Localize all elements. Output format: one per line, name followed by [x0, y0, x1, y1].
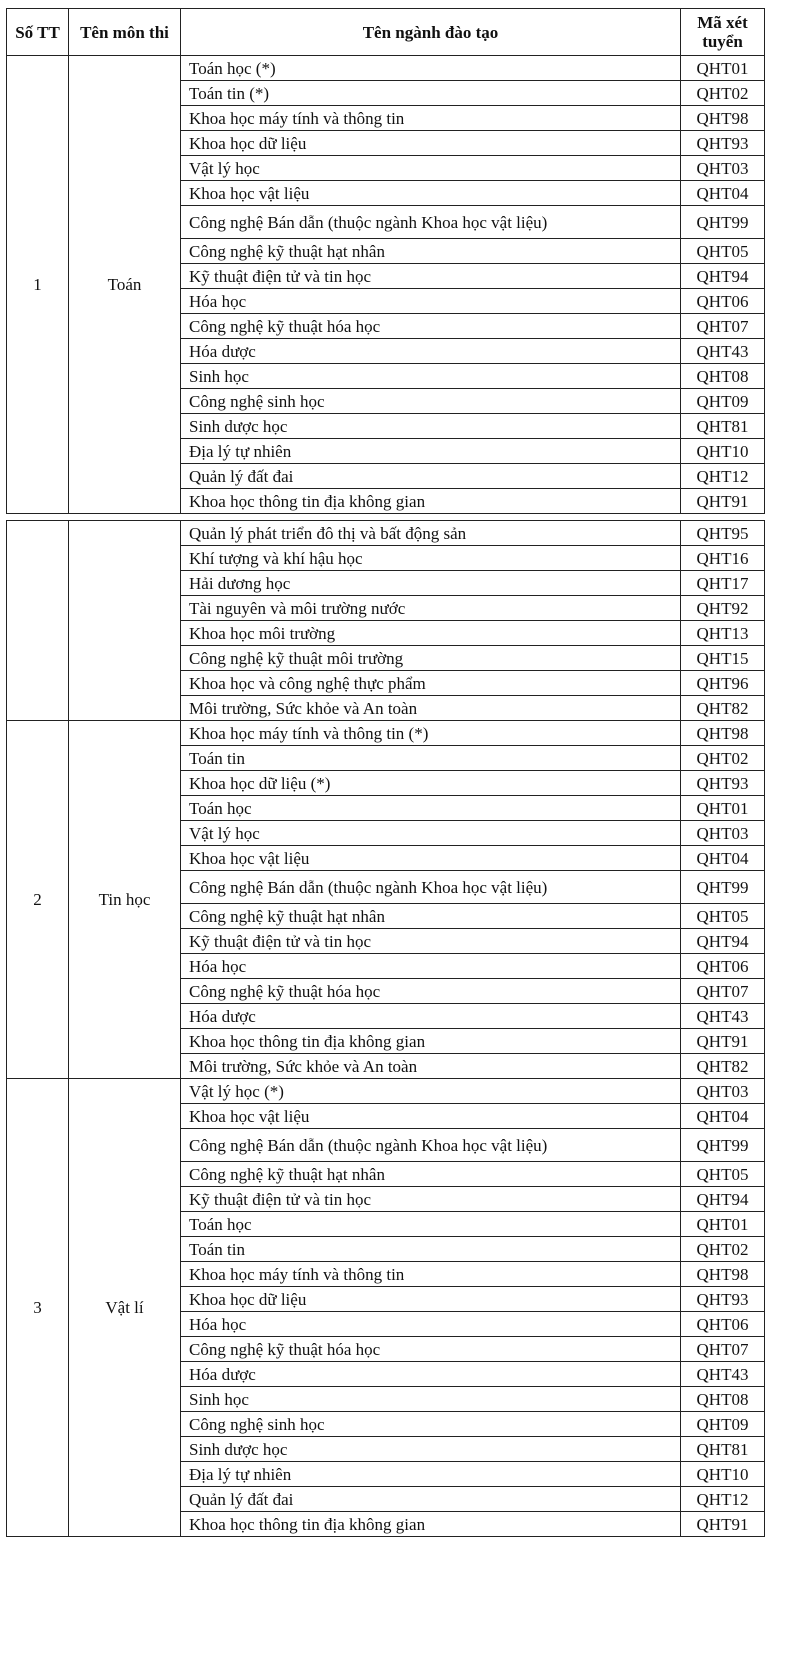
admission-code-cell: QHT12: [681, 464, 765, 489]
major-name-cell: Khoa học máy tính và thông tin: [181, 106, 681, 131]
admission-code-cell: QHT81: [681, 1437, 765, 1462]
major-name-cell: Vật lý học: [181, 821, 681, 846]
major-name-cell: Khoa học thông tin địa không gian: [181, 489, 681, 514]
admission-code-cell: QHT03: [681, 1079, 765, 1104]
major-name-cell: Hóa dược: [181, 339, 681, 364]
admission-code-cell: QHT91: [681, 1029, 765, 1054]
major-name-cell: Vật lý học (*): [181, 1079, 681, 1104]
admission-code-cell: QHT93: [681, 131, 765, 156]
major-name-cell: Quản lý đất đai: [181, 1487, 681, 1512]
admission-code-cell: QHT15: [681, 646, 765, 671]
admission-code-cell: QHT07: [681, 314, 765, 339]
admission-code-cell: QHT08: [681, 1387, 765, 1412]
major-name-cell: Công nghệ kỹ thuật hóa học: [181, 314, 681, 339]
major-name-cell: Khoa học vật liệu: [181, 181, 681, 206]
gap-cell: [181, 514, 681, 521]
admission-code-cell: QHT43: [681, 1004, 765, 1029]
major-name-cell: Môi trường, Sức khỏe và An toàn: [181, 1054, 681, 1079]
admission-code-cell: QHT10: [681, 439, 765, 464]
admission-code-cell: QHT09: [681, 1412, 765, 1437]
admission-code-cell: QHT03: [681, 156, 765, 181]
admission-code-cell: QHT43: [681, 1362, 765, 1387]
major-name-cell: Kỹ thuật điện tử và tin học: [181, 1187, 681, 1212]
header-stt: Số TT: [7, 9, 69, 56]
major-name-cell: Quản lý đất đai: [181, 464, 681, 489]
admission-code-cell: QHT02: [681, 1237, 765, 1262]
admission-code-cell: QHT05: [681, 1162, 765, 1187]
major-name-cell: Toán tin: [181, 1237, 681, 1262]
major-name-cell: Công nghệ Bán dẫn (thuộc ngành Khoa học vật liệu): [181, 1129, 681, 1162]
major-name-cell: Khoa học vật liệu: [181, 846, 681, 871]
stt-cell: 1: [7, 56, 69, 514]
major-name-cell: Toán tin: [181, 746, 681, 771]
table-row: [7, 56, 765, 81]
admission-code-cell: QHT93: [681, 771, 765, 796]
table-body: [7, 56, 765, 1537]
major-name-cell: Toán học: [181, 796, 681, 821]
admission-code-cell: QHT17: [681, 571, 765, 596]
admission-code-cell: QHT04: [681, 846, 765, 871]
major-name-cell: Kỹ thuật điện tử và tin học: [181, 929, 681, 954]
admission-table-container: [6, 8, 794, 1537]
admission-code-cell: QHT07: [681, 979, 765, 1004]
major-name-cell: Công nghệ sinh học: [181, 389, 681, 414]
admission-code-cell: QHT10: [681, 1462, 765, 1487]
admission-codes-table: [6, 8, 765, 1537]
subject-cell: Vật lí: [69, 1079, 181, 1537]
major-name-cell: Hóa dược: [181, 1362, 681, 1387]
major-name-cell: Toán học (*): [181, 56, 681, 81]
admission-code-cell: QHT07: [681, 1337, 765, 1362]
admission-code-cell: QHT99: [681, 871, 765, 904]
major-name-cell: Tài nguyên và môi trường nước: [181, 596, 681, 621]
admission-code-cell: QHT16: [681, 546, 765, 571]
admission-code-cell: QHT99: [681, 1129, 765, 1162]
subject-cell: Toán: [69, 56, 181, 514]
admission-code-cell: QHT03: [681, 821, 765, 846]
header-major: Tên ngành đào tạo: [181, 9, 681, 56]
major-name-cell: Khoa học môi trường: [181, 621, 681, 646]
admission-code-cell: QHT12: [681, 1487, 765, 1512]
major-name-cell: Địa lý tự nhiên: [181, 1462, 681, 1487]
major-name-cell: Sinh học: [181, 364, 681, 389]
major-name-cell: Toán học: [181, 1212, 681, 1237]
major-name-cell: Hóa học: [181, 289, 681, 314]
admission-code-cell: QHT05: [681, 239, 765, 264]
admission-code-cell: QHT04: [681, 1104, 765, 1129]
admission-code-cell: QHT02: [681, 746, 765, 771]
admission-code-cell: QHT13: [681, 621, 765, 646]
admission-code-cell: QHT94: [681, 1187, 765, 1212]
admission-code-cell: QHT01: [681, 1212, 765, 1237]
major-name-cell: Hóa học: [181, 954, 681, 979]
major-name-cell: Vật lý học: [181, 156, 681, 181]
major-name-cell: Sinh dược học: [181, 414, 681, 439]
table-row: [7, 1079, 765, 1104]
major-name-cell: Công nghệ kỹ thuật hóa học: [181, 979, 681, 1004]
admission-code-cell: QHT91: [681, 1512, 765, 1537]
major-name-cell: Khoa học dữ liệu (*): [181, 771, 681, 796]
major-name-cell: Khoa học thông tin địa không gian: [181, 1029, 681, 1054]
major-name-cell: Hóa học: [181, 1312, 681, 1337]
subject-cell: [69, 521, 181, 721]
major-name-cell: Hóa dược: [181, 1004, 681, 1029]
gap-cell: [681, 514, 765, 521]
major-name-cell: Môi trường, Sức khỏe và An toàn: [181, 696, 681, 721]
admission-code-cell: QHT95: [681, 521, 765, 546]
major-name-cell: Khoa học máy tính và thông tin: [181, 1262, 681, 1287]
admission-code-cell: QHT05: [681, 904, 765, 929]
admission-code-cell: QHT81: [681, 414, 765, 439]
major-name-cell: Công nghệ kỹ thuật môi trường: [181, 646, 681, 671]
stt-cell: [7, 521, 69, 721]
admission-code-cell: QHT91: [681, 489, 765, 514]
major-name-cell: Sinh dược học: [181, 1437, 681, 1462]
table-row: [7, 721, 765, 746]
major-name-cell: Khoa học dữ liệu: [181, 1287, 681, 1312]
admission-code-cell: QHT82: [681, 696, 765, 721]
major-name-cell: Sinh học: [181, 1387, 681, 1412]
admission-code-cell: QHT99: [681, 206, 765, 239]
admission-code-cell: QHT96: [681, 671, 765, 696]
admission-code-cell: QHT98: [681, 721, 765, 746]
table-header: [7, 9, 765, 56]
major-name-cell: Công nghệ Bán dẫn (thuộc ngành Khoa học vật liệu): [181, 206, 681, 239]
stt-cell: 2: [7, 721, 69, 1079]
gap-cell: [69, 514, 181, 521]
major-name-cell: Công nghệ Bán dẫn (thuộc ngành Khoa học vật liệu): [181, 871, 681, 904]
major-name-cell: Công nghệ kỹ thuật hóa học: [181, 1337, 681, 1362]
page-break-gap: [7, 514, 765, 521]
major-name-cell: Toán tin (*): [181, 81, 681, 106]
admission-code-cell: QHT98: [681, 1262, 765, 1287]
major-name-cell: Công nghệ kỹ thuật hạt nhân: [181, 239, 681, 264]
admission-code-cell: QHT06: [681, 954, 765, 979]
admission-code-cell: QHT98: [681, 106, 765, 131]
major-name-cell: Công nghệ sinh học: [181, 1412, 681, 1437]
admission-code-cell: QHT06: [681, 1312, 765, 1337]
admission-code-cell: QHT09: [681, 389, 765, 414]
admission-code-cell: QHT92: [681, 596, 765, 621]
admission-code-cell: QHT02: [681, 81, 765, 106]
header-subject: Tên môn thi: [69, 9, 181, 56]
admission-code-cell: QHT94: [681, 929, 765, 954]
admission-code-cell: QHT01: [681, 56, 765, 81]
major-name-cell: Khoa học thông tin địa không gian: [181, 1512, 681, 1537]
admission-code-cell: QHT94: [681, 264, 765, 289]
table-row: [7, 521, 765, 546]
major-name-cell: Công nghệ kỹ thuật hạt nhân: [181, 1162, 681, 1187]
admission-code-cell: QHT01: [681, 796, 765, 821]
major-name-cell: Khoa học máy tính và thông tin (*): [181, 721, 681, 746]
admission-code-cell: QHT43: [681, 339, 765, 364]
admission-code-cell: QHT93: [681, 1287, 765, 1312]
major-name-cell: Khoa học dữ liệu: [181, 131, 681, 156]
major-name-cell: Khoa học và công nghệ thực phẩm: [181, 671, 681, 696]
major-name-cell: Khí tượng và khí hậu học: [181, 546, 681, 571]
admission-code-cell: QHT08: [681, 364, 765, 389]
header-code: Mã xét tuyển: [681, 9, 765, 56]
stt-cell: 3: [7, 1079, 69, 1537]
major-name-cell: Khoa học vật liệu: [181, 1104, 681, 1129]
admission-code-cell: QHT82: [681, 1054, 765, 1079]
subject-cell: Tin học: [69, 721, 181, 1079]
major-name-cell: Hải dương học: [181, 571, 681, 596]
major-name-cell: Kỹ thuật điện tử và tin học: [181, 264, 681, 289]
admission-code-cell: QHT06: [681, 289, 765, 314]
major-name-cell: Công nghệ kỹ thuật hạt nhân: [181, 904, 681, 929]
major-name-cell: Quản lý phát triển đô thị và bất động sản: [181, 521, 681, 546]
admission-code-cell: QHT04: [681, 181, 765, 206]
gap-cell: [7, 514, 69, 521]
major-name-cell: Địa lý tự nhiên: [181, 439, 681, 464]
